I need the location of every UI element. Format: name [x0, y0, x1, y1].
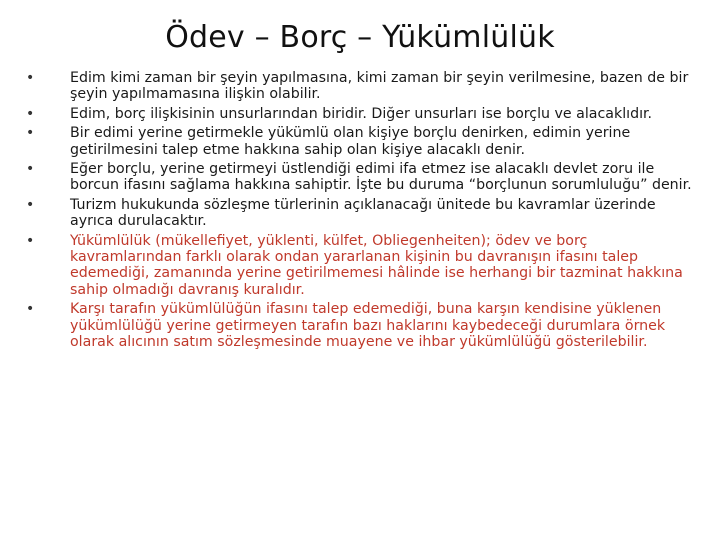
bullet-text: Edim kimi zaman bir şeyin yapılmasına, kimi zaman bir şeyin verilmesine, bazen de bir şeyin yapılmamasına ilişkin olabilir.: [70, 70, 689, 103]
slide-title: Ödev – Borç – Yükümlülük: [165, 20, 555, 55]
bullet-icon: •: [26, 125, 35, 142]
bullet-icon: •: [26, 196, 35, 213]
list-item: [26, 197, 696, 230]
bullet-icon: •: [26, 232, 35, 249]
list-item: [26, 233, 696, 299]
bullet-list: [26, 70, 696, 354]
list-item: [26, 106, 696, 122]
bullet-text: Yükümlülük (mükellefiyet, yüklenti, külfet, Obliegenheiten); ödev ve borç kavramlarından farklı olarak ondan yararlanan kişinin bu davranışın ifasını talep edemediği, zamanında yerine getirilmemesi hâlinde ise herhangi bir tazminat hakkına sahip olmadığı davranış kuralıdır.: [70, 232, 683, 298]
bullet-icon: •: [26, 70, 35, 86]
bullet-icon: •: [26, 301, 35, 318]
bullet-icon: •: [26, 161, 35, 178]
bullet-text: Eğer borçlu, yerine getirmeyi üstlendiği edimi ifa etmez ise alacaklı devlet zoru ile borcun ifasını sağlama hakkına sahiptir. İşte bu duruma “borçlunun sorumluluğu” denir.: [70, 161, 692, 194]
bullet-text: Edim, borç ilişkisinin unsurlarından biridir. Diğer unsurları ise borçlu ve alacaklıdır.: [70, 105, 653, 122]
list-item: [26, 301, 696, 350]
list-item: [26, 70, 696, 103]
list-item: [26, 125, 696, 158]
bullet-text: Turizm hukukunda sözleşme türlerinin açıklanacağı ünitede bu kavramlar üzerinde ayrıca durulacaktır.: [70, 196, 656, 230]
list-item: [26, 161, 696, 194]
bullet-icon: •: [26, 105, 35, 122]
bullet-text: Karşı tarafın yükümlülüğün ifasını talep edemediği, buna karşın kendisine yüklenen yükümlülüğü yerine getirmeyen tarafın bazı haklarını kaybedeceği durumlara örnek olarak alıcının satım sözleşmesinde muayene ve ihbar yükümlülüğü gösterilebilir.: [70, 301, 666, 351]
bullet-text: Bir edimi yerine getirmekle yükümlü olan kişiye borçlu denirken, edimin yerine getirilmesini talep etme hakkına sahip olan kişiye alacaklı denir.: [70, 125, 631, 158]
